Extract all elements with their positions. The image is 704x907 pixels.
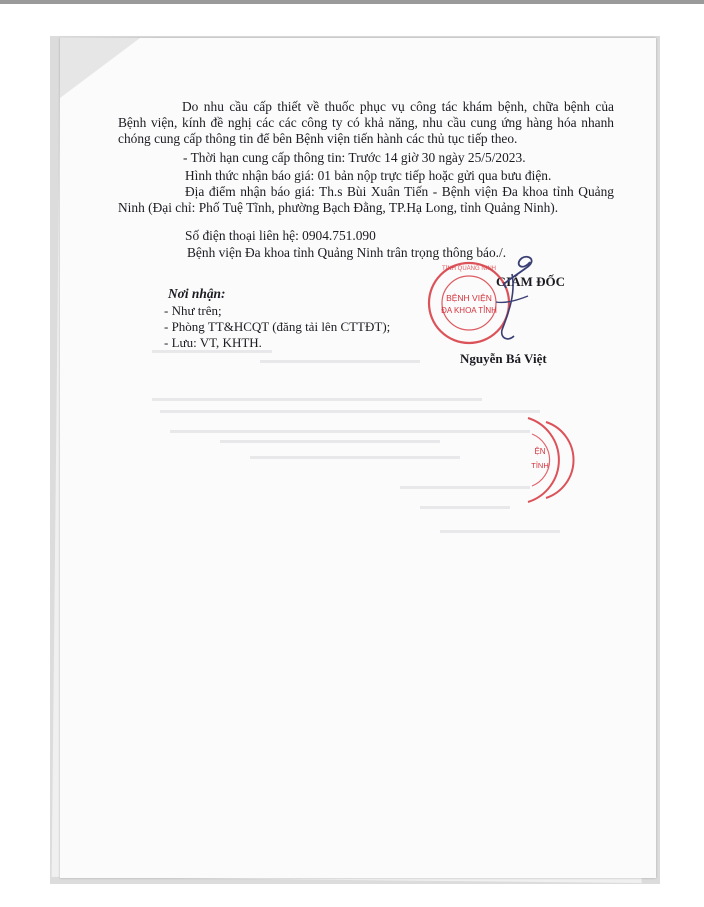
deadline-line: - Thời hạn cung cấp thông tin: Trước 14 giờ 30 ngày 25/5/2023. — [183, 150, 526, 165]
seal-line-1: BỆNH VIỆN — [446, 293, 492, 303]
recipient-item: - Phòng TT&HCQT (đăng tải lên CTTĐT); — [164, 319, 391, 334]
receive-location-paragraph: Địa điểm nhận báo giá: Th.s Bùi Xuân Tiến - Bệnh viện Đa khoa tỉnh Quảng Ninh (Đại chỉ: Phố Tuệ Tĩnh, phường Bạch Đằng, TP.Hạ Long, tỉnh Quảng Ninh). — [118, 184, 614, 215]
signer-title: GIÁM ĐỐC — [496, 274, 565, 289]
intro-paragraph: Do nhu cầu cấp thiết về thuốc phục vụ công tác khám bệnh, chữa bệnh của Bệnh viện, kính đề nghị các các công ty có khả năng, nhu cầu cung ứng hàng hóa nhanh chóng cung cấp thông tin để bên Bệnh viện tiến hành các thủ tục tiếp theo. — [118, 99, 614, 146]
edge-seal — [526, 412, 582, 508]
recipient-item: - Như trên; — [164, 303, 222, 318]
recipients-title: Nơi nhận: — [168, 286, 226, 301]
receive-form-line: Hình thức nhận báo giá: 01 bản nộp trực tiếp hoặc gửi qua bưu điện. — [185, 168, 552, 183]
edge-seal-line-1: ỆN — [534, 447, 546, 456]
closing-line: Bệnh viện Đa khoa tỉnh Quảng Ninh trân trọng thông báo./. — [187, 245, 507, 260]
recipient-item: - Lưu: VT, KHTH. — [164, 335, 262, 350]
phone-line: Số điện thoại liên hệ: 0904.751.090 — [185, 228, 376, 243]
signer-name: Nguyễn Bá Việt — [460, 351, 547, 366]
seal-line-2: ĐA KHOA TỈNH — [441, 306, 497, 315]
signature — [478, 244, 548, 354]
document-page — [60, 38, 656, 878]
seal-ring-text: TỈNH QUẢNG NINH — [442, 266, 496, 272]
edge-seal-line-2: TỈNH — [531, 461, 549, 470]
